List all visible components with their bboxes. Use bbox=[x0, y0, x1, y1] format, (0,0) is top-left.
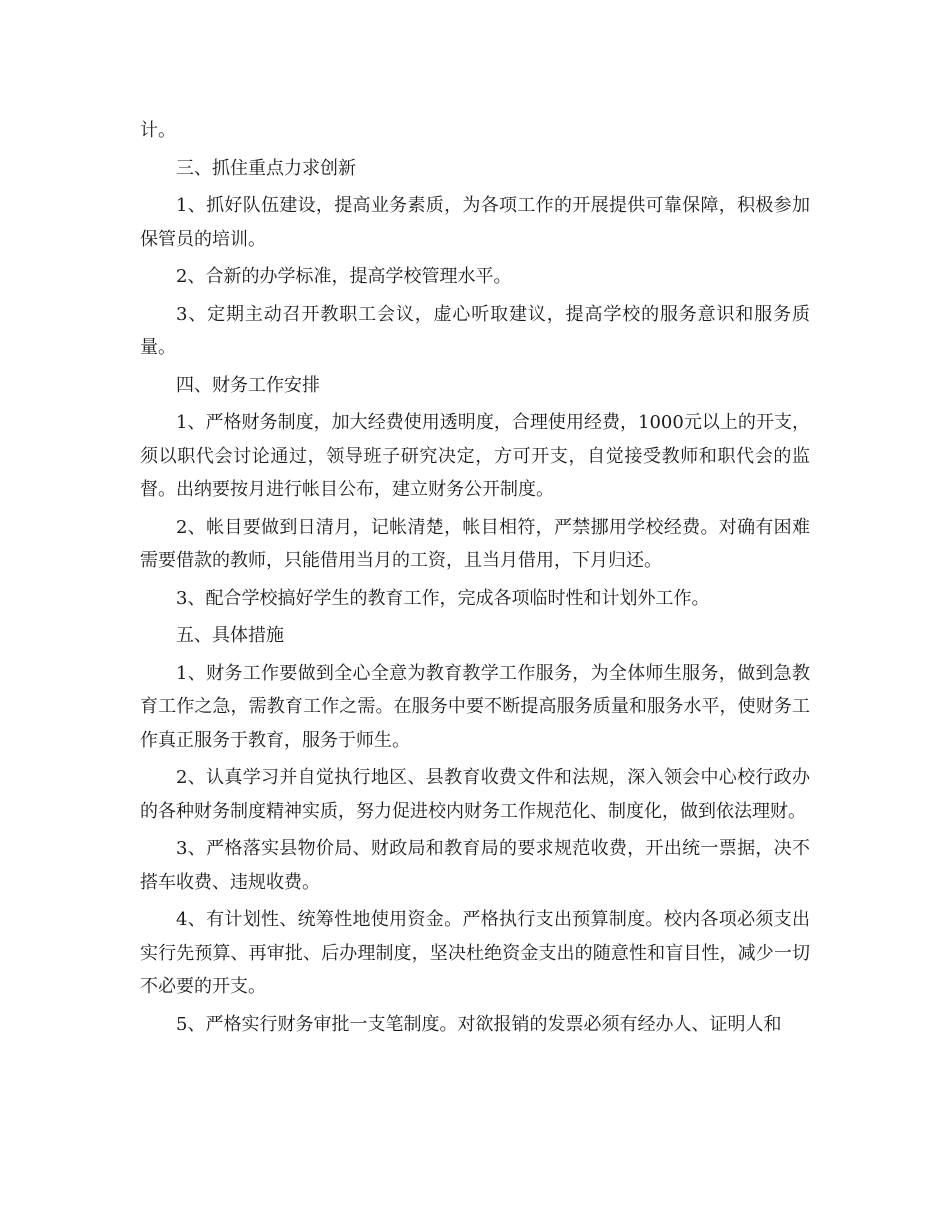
paragraph: 1、抓好队伍建设，提高业务素质，为各项工作的开展提供可靠保障，积极参加保管员的培训。 bbox=[140, 195, 810, 250]
section-heading-3: 三、抓住重点力求创新 bbox=[176, 157, 356, 179]
section-heading-5: 五、具体措施 bbox=[176, 625, 284, 646]
paragraph: 3、定期主动召开教职工会议，虚心听取建议，提高学校的服务意识和服务质量。 bbox=[140, 303, 810, 358]
section-heading-4: 四、财务工作安排 bbox=[176, 374, 320, 396]
paragraph: 2、合新的办学标准，提高学校管理水平。 bbox=[176, 266, 512, 287]
paragraph: 1、严格财务制度，加大经费使用透明度，合理使用经费，1000元以上的开支，须以职代会讨论通过，领导班子研究决定，方可开支，自觉接受教师和职代会的监督。出纳要按月进行帐目公布，建立财务公开制度。 bbox=[140, 412, 810, 500]
paragraph: 1、财务工作要做到全心全意为教育教学工作服务，为全体师生服务，做到急教育工作之急，需教育工作之需。在服务中要不断提高服务质量和服务水平，使财务工作真正服务于教育，服务于师生。 bbox=[140, 662, 810, 751]
paragraph: 3、配合学校搞好学生的教育工作，完成各项临时性和计划外工作。 bbox=[176, 587, 710, 609]
paragraph: 2、帐目要做到日清月，记帐清楚，帐目相符，严禁挪用学校经费。对确有困难需要借款的教师，只能借用当月的工资，且当月借用，下月归还。 bbox=[140, 516, 810, 571]
paragraph-continuation: 计。 bbox=[140, 120, 176, 141]
document-body bbox=[140, 114, 810, 1045]
paragraph: 5、严格实行财务审批一支笔制度。对欲报销的发票必须有经办人、证明人和 bbox=[176, 1013, 782, 1035]
paragraph: 3、严格落实县物价局、财政局和教育局的要求规范收费，开出统一票据，决不搭车收费、违规收费。 bbox=[140, 838, 810, 893]
paragraph: 2、认真学习并自觉执行地区、县教育收费文件和法规，深入领会中心校行政办的各种财务制度精神实质，努力促进校内财务工作规范化、制度化，做到依法理财。 bbox=[140, 767, 810, 822]
paragraph: 4、有计划性、统筹性地使用资金。严格执行支出预算制度。校内各项必须支出实行先预算、再审批、后办理制度，坚决杜绝资金支出的随意性和盲目性，减少一切不必要的开支。 bbox=[140, 909, 810, 997]
